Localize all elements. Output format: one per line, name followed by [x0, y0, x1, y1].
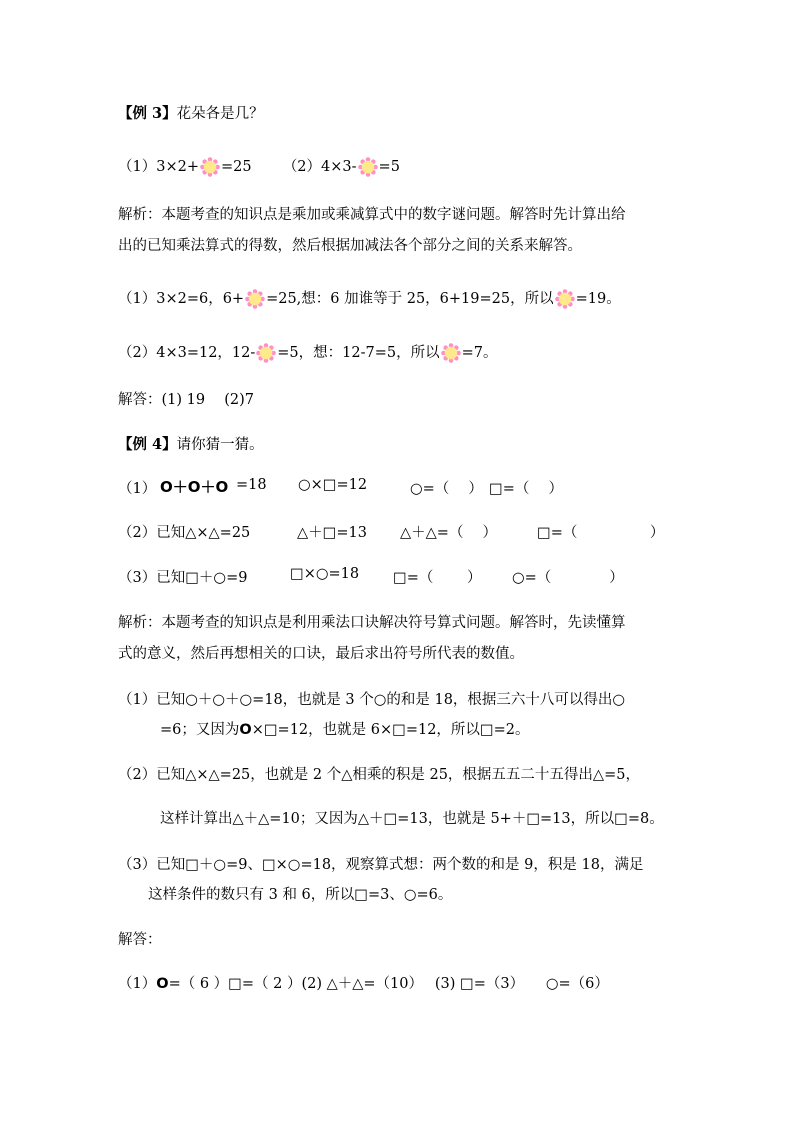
ex4-solution-1-line-1: （1）已知○＋○＋○=18，也就是 3 个○的和是 18，根据三六十八可以得出○: [118, 692, 626, 708]
ex4-analysis-line-2: 式的意义，然后再想相关的口诀，最后求出符号所代表的数值。: [118, 646, 524, 662]
flower-icon: [555, 289, 575, 309]
ex3-sol1-part-a: （1）3×2=6，6+: [118, 291, 245, 307]
flower-icon: [358, 157, 378, 177]
ex4-final-answers: [118, 972, 609, 993]
ex3-questions: [118, 155, 400, 177]
ex4-answer-label: 解答：: [118, 932, 162, 948]
ex4-q1-circles: O＋O＋O: [160, 478, 229, 496]
ex4-q1-circle-blank: ○=（ ）: [410, 481, 483, 497]
flower-icon: [200, 157, 220, 177]
ex4-title-text: 请你猜一猜。: [176, 437, 264, 453]
ex4-solution-3-line-2: 这样条件的数只有 3 和 6，所以□=3、○=6。: [148, 887, 453, 903]
ex4-q1-equals: =18: [236, 477, 267, 493]
ex3-answer: 解答：(1) 19 (2)7: [118, 392, 254, 408]
ex3-q2-suffix: =5: [378, 159, 400, 175]
ex4-solution-2-line-2: 这样计算出△＋△=10；又因为△＋□=13，也就是 5+＋□=13，所以□=8。: [160, 811, 664, 827]
ex4-final-label: （1）: [118, 976, 157, 992]
ex3-solution-2: [118, 341, 497, 363]
ex3-analysis-line-1: 解析：本题考查的知识点是乘加或乘减算式中的数字谜问题。解答时先计算出给: [118, 207, 626, 223]
ex3-sol2-part-b: =5，想：12-7=5，所以: [277, 345, 440, 361]
ex3-q1-prefix: （1）3×2+: [118, 159, 199, 175]
flower-icon: [245, 289, 265, 309]
ex4-q2-sum: △＋□=13: [297, 525, 367, 541]
flower-icon: [256, 343, 276, 363]
ex4-title: [118, 433, 264, 454]
ex4-q1-square-blank: □=（ ）: [489, 481, 563, 497]
ex3-sol1-part-c: =19。: [575, 291, 621, 307]
ex4-sol1-text-a: =6；又因为: [160, 722, 240, 738]
ex4-q3-square-blank: □=（ ）: [393, 570, 482, 586]
ex3-q1-suffix: =25: [220, 159, 252, 175]
ex4-title-bracket: 【例 4】: [118, 436, 177, 453]
ex4-solution-2-line-1: （2）已知△×△=25，也就是 2 个△相乘的积是 25，根据五五二十五得出△=5，: [118, 767, 640, 783]
ex4-sol1-text-c: ×□=12，也就是 6×□=12，所以□=2。: [251, 722, 530, 738]
ex4-solution-1-line-2: [160, 718, 530, 739]
ex4-q3-circle-blank: ○=（ ）: [512, 570, 624, 586]
ex3-title: [118, 102, 264, 123]
ex4-sol1-circle: O: [239, 722, 252, 738]
ex4-final-circle: O: [156, 976, 169, 992]
ex3-sol2-part-c: =7。: [461, 345, 498, 361]
ex3-title-text: 花朵各是几？: [176, 106, 264, 122]
ex4-q1-product: ○×□=12: [298, 477, 368, 493]
ex4-q1-label: （1）: [118, 481, 157, 497]
flower-icon: [441, 343, 461, 363]
ex3-sol1-part-b: =25,想：6 加谁等于 25，6+19=25，所以: [266, 291, 554, 307]
ex3-q2-prefix: （2）4×3-: [282, 159, 357, 175]
ex4-final-text: =（ 6 ）□=（ 2 ）(2) △＋△=（10） (3) □=（3） ○=（6）: [168, 976, 609, 992]
ex3-solution-1: [118, 287, 621, 309]
ex4-analysis-line-1: 解析：本题考查的知识点是利用乘法口诀解决符号算式问题。解答时，先读懂算: [118, 615, 626, 631]
ex4-solution-3-line-1: （3）已知□＋○=9、□×○=18，观察算式想：两个数的和是 9，积是 18，满足: [118, 857, 644, 873]
ex4-q2-given: （2）已知△×△=25: [118, 525, 251, 541]
ex3-sol2-part-a: （2）4×3=12，12-: [118, 345, 256, 361]
ex4-q3-given: （3）已知□＋○=9: [118, 570, 248, 586]
ex3-analysis-line-2: 出的已知乘法算式的得数，然后根据加减法各个部分之间的关系来解答。: [118, 238, 582, 254]
ex4-q2-square-blank: □=（ ）: [537, 525, 665, 541]
ex3-title-bracket: 【例 3】: [118, 105, 177, 122]
ex4-q3-product: □×○=18: [290, 566, 360, 582]
ex4-q2-double-blank: △＋△=（ ）: [400, 525, 498, 541]
